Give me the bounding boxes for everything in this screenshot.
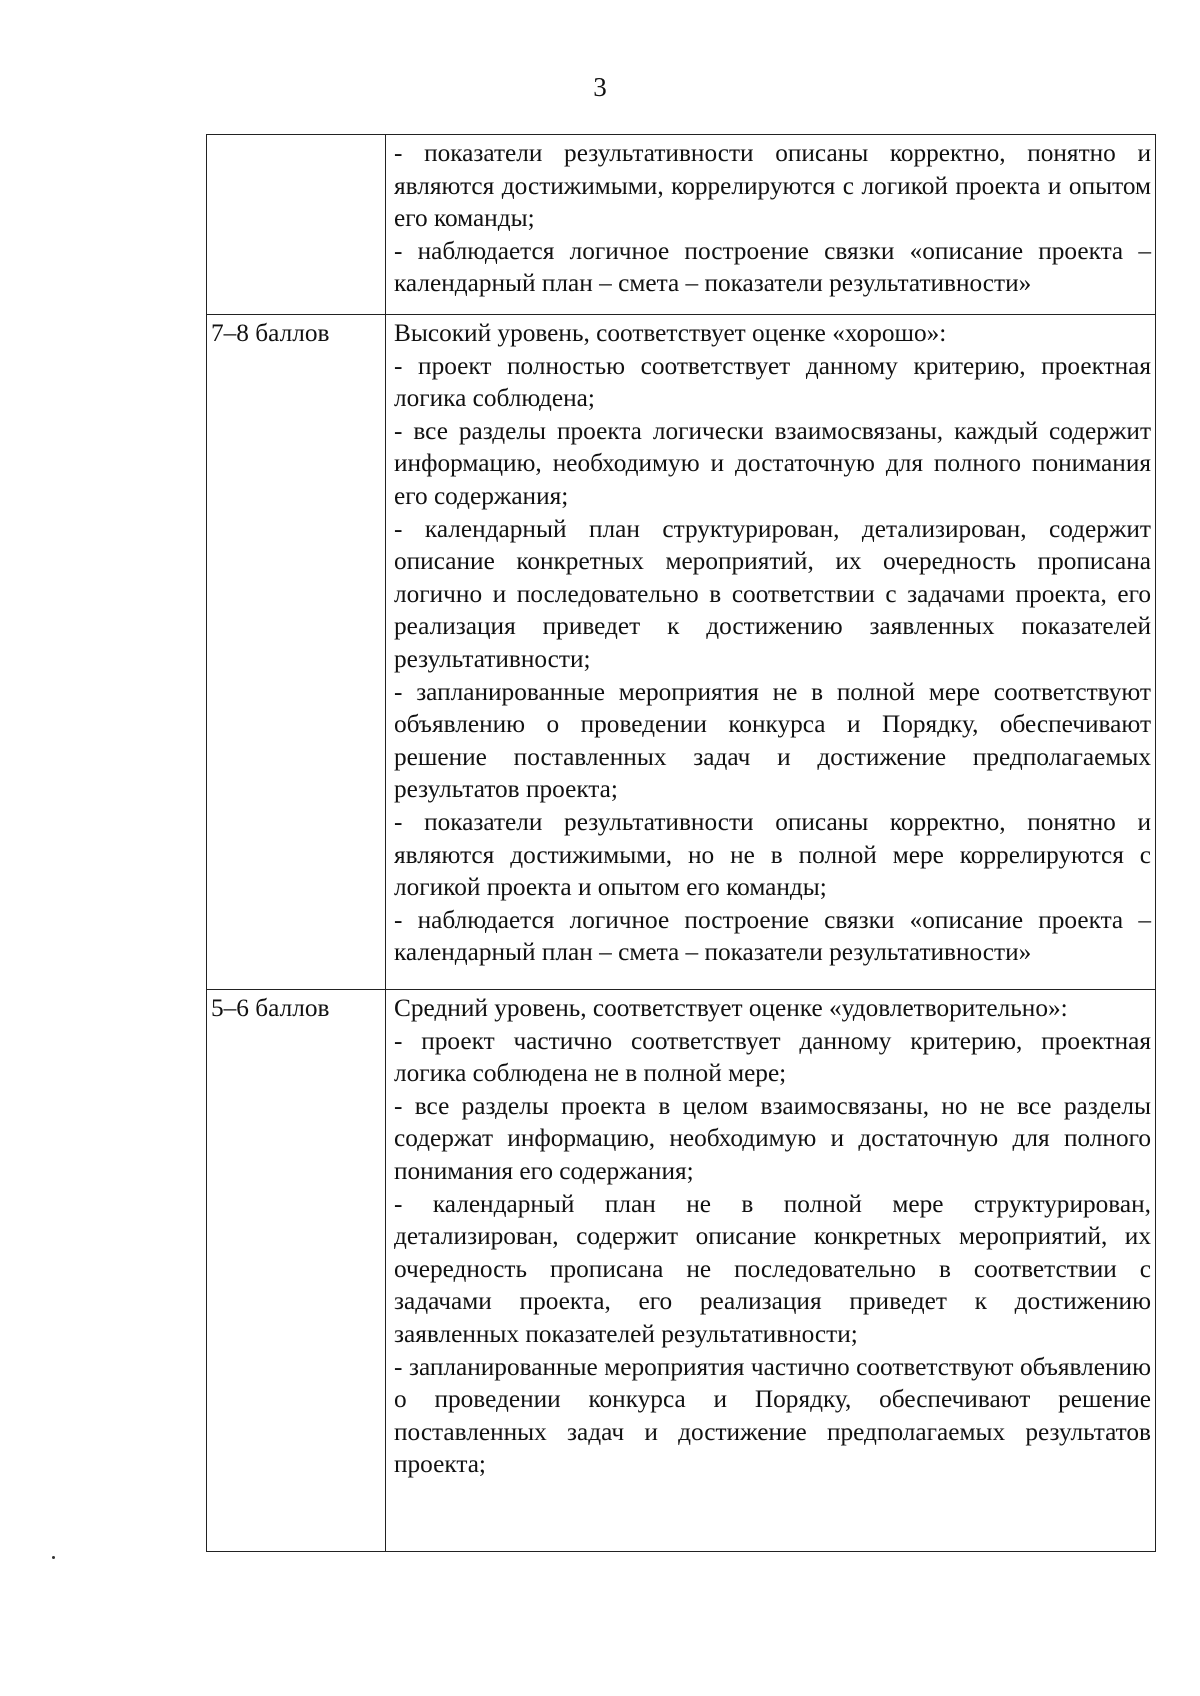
table-row — [207, 135, 1156, 315]
criteria-heading: Средний уровень, соответствует оценке «удовлетворительно»: — [394, 994, 1068, 1022]
criteria-line: - все разделы проекта в целом взаимосвязаны, но не все разделы содержат информацию, необходимую и достаточную для полного понимания его содержания; — [394, 1091, 1151, 1185]
criteria-line: - календарный план структурирован, детализирован, содержит описание конкретных мероприятий, их очередность прописана логично и последовательно в соответствии с задачами проекта, его реализация приведет к достижению заявленных показателей результативности; — [394, 514, 1151, 673]
criteria-line: - проект частично соответствует данному критерию, проектная логика соблюдена не в полной мере; — [394, 1026, 1151, 1088]
score-cell — [207, 135, 386, 315]
score-cell: 5–6 баллов — [207, 990, 386, 1552]
criteria-cell — [386, 990, 1156, 1552]
criteria-line: - проект полностью соответствует данному критерию, проектная логика соблюдена; — [394, 351, 1151, 413]
criteria-line: - запланированные мероприятия не в полной мере соответствуют объявлению о проведении конкурса и Порядку, обеспечивают решение поставленных задач и достижение предполагаемых результатов проекта; — [394, 677, 1151, 804]
criteria-table — [206, 134, 1156, 1552]
criteria-line: - все разделы проекта логически взаимосвязаны, каждый содержит информацию, необходимую и достаточную для полного понимания его содержания; — [394, 416, 1151, 510]
criteria-line: - показатели результативности описаны корректно, понятно и являются достижимыми, коррелируются с логикой проекта и опытом его команды; — [394, 139, 1151, 233]
criteria-heading: Высокий уровень, соответствует оценке «хорошо»: — [394, 319, 947, 347]
criteria-cell — [386, 315, 1156, 990]
scan-speck — [52, 1556, 55, 1559]
criteria-line: - календарный план не в полной мере структурирован, детализирован, содержит описание конкретных мероприятий, их очередность прописана не последовательно в соответствии с задачами проекта, его реализация приведет к достижению заявленных показателей результативности; — [394, 1189, 1151, 1348]
criteria-line: - запланированные мероприятия частично соответствуют объявлению о проведении конкурса и Порядку, обеспечивают решение поставленных задач и достижение предполагаемых результатов проекта; — [394, 1352, 1151, 1479]
criteria-line: - наблюдается логичное построение связки «описание проекта – календарный план – смета – показатели результативности» — [394, 905, 1151, 967]
table-row — [207, 315, 1156, 990]
score-cell: 7–8 баллов — [207, 315, 386, 990]
criteria-line: - показатели результативности описаны корректно, понятно и являются достижимыми, но не в полной мере коррелируются с логикой проекта и опытом его команды; — [394, 807, 1151, 902]
criteria-cell — [386, 135, 1156, 315]
table-row — [207, 990, 1156, 1552]
criteria-line: - наблюдается логичное построение связки «описание проекта – календарный план – смета – показатели результативности» — [394, 236, 1151, 298]
page-number: 3 — [593, 72, 607, 102]
